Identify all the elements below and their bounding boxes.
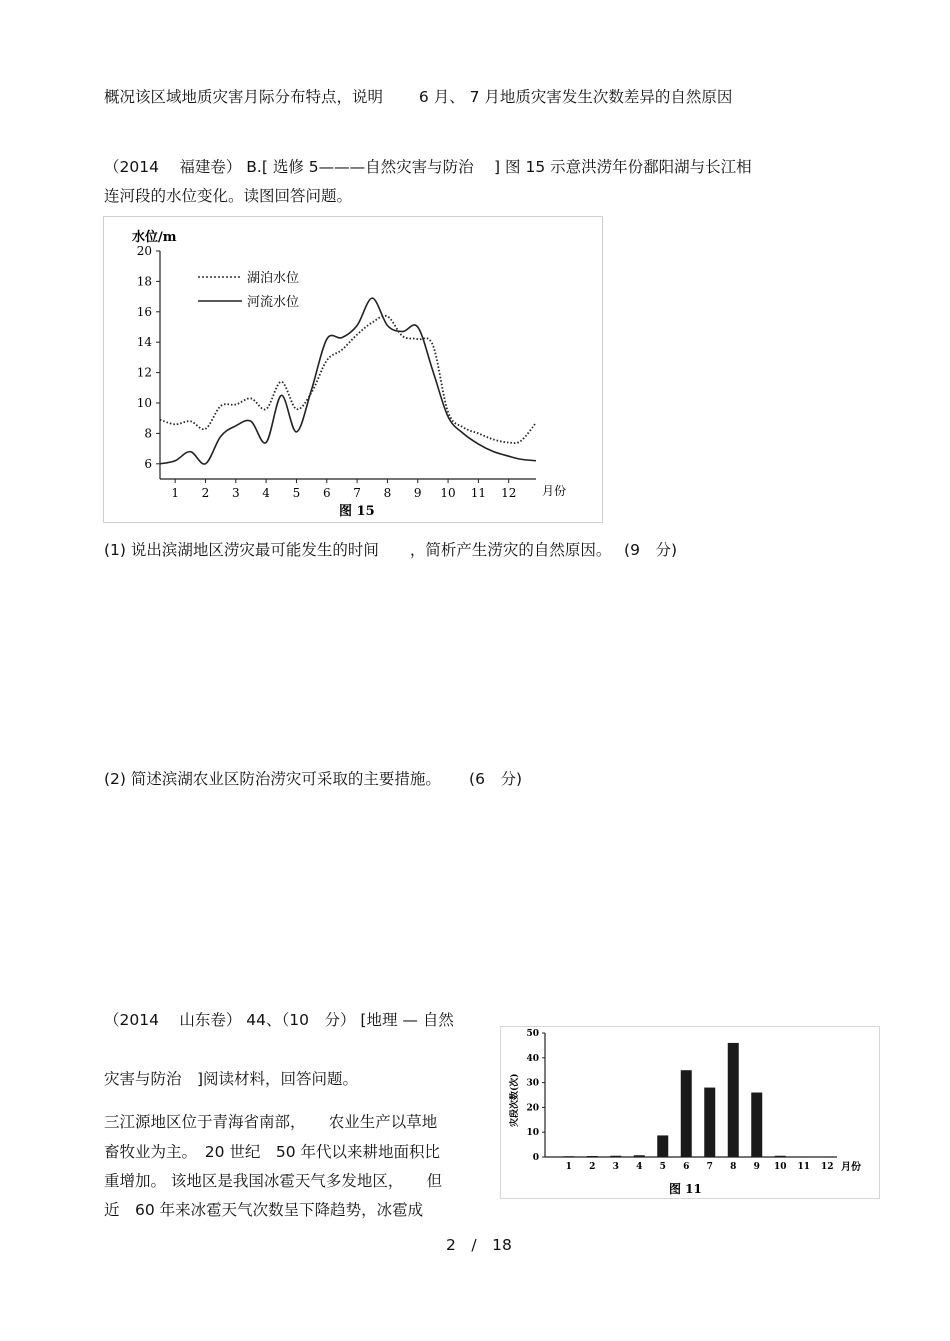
x-tick-label: 1 — [171, 486, 179, 500]
shandong-body-line2: 畜牧业为主。 20 世纪 50 年代以来耕地面积比 — [104, 1143, 441, 1161]
bar-x-tick-label: 10 — [773, 1162, 787, 1172]
x-tick-label: 10 — [440, 486, 456, 500]
shandong-header-line2: 灾害与防治 ]阅读材料，回答问题。 — [104, 1070, 359, 1088]
shandong-body-line4: 近 60 年来冰雹天气次数呈下降趋势，冰雹成 — [104, 1201, 424, 1219]
figure-15-title: 图 15 — [339, 504, 375, 519]
y-tick-label: 8 — [144, 426, 152, 441]
bar-x-tick-label: 8 — [730, 1162, 737, 1172]
fujian-header-line1: （2014 福建卷） B.[ 选修 5———自然灾害与防治 ] 图 15 示意洪涝年份鄱阳湖与长江相 — [104, 158, 752, 176]
bar-y-tick-label: 50 — [526, 1029, 539, 1039]
question-1-text: (1) 说出滨湖地区涝灾最可能发生的时间 ，简析产生涝灾的自然原因。 (9 分) — [104, 541, 678, 559]
bar-y-tick-label: 30 — [526, 1078, 539, 1089]
bar-x-tick-label: 2 — [589, 1162, 596, 1172]
shandong-body-line1: 三江源地区位于青海省南部， 农业生产以草地 — [104, 1113, 438, 1131]
x-tick-label: 4 — [262, 486, 270, 500]
y-tick-label: 6 — [144, 456, 152, 471]
bar-month-1 — [563, 1156, 574, 1157]
bar-month-10 — [775, 1156, 786, 1157]
bar-month-7 — [704, 1088, 715, 1157]
bar-y-tick-label: 0 — [532, 1153, 539, 1163]
x-tick-label: 5 — [292, 486, 301, 500]
bar-y-tick-label: 20 — [526, 1103, 539, 1114]
shandong-header-line1: （2014 山东卷） 44、（10 分） [地理 — 自然 — [104, 1011, 454, 1029]
x-tick-label: 2 — [201, 486, 210, 500]
bar-x-tick-label: 1 — [565, 1162, 572, 1172]
x-tick-label: 7 — [353, 486, 361, 500]
bar-x-tick-label: 12 — [820, 1162, 834, 1172]
x-tick-label: 6 — [322, 486, 331, 500]
y-tick-label: 14 — [136, 335, 152, 350]
question-2-text: (2) 简述滨湖农业区防治涝灾可采取的主要措施。 (6 分) — [104, 770, 523, 788]
x-tick-label: 8 — [383, 486, 392, 500]
bar-x-tick-label: 5 — [659, 1162, 666, 1172]
question-intro-text: 概况该区域地质灾害月际分布特点，说明 6 月、 7 月地质灾害发生次数差异的自然原因 — [104, 88, 733, 106]
shandong-body-line3: 重增加。 该地区是我国冰雹天气多发地区， 但 — [104, 1172, 443, 1190]
legend-river-label: 河流水位 — [247, 295, 300, 310]
figure-11-hail-bar-chart — [500, 1026, 880, 1199]
page-number: 2 / 18 — [446, 1236, 512, 1254]
bar-x-tick-label: 9 — [753, 1162, 760, 1172]
bar-month-4 — [634, 1155, 645, 1157]
y-tick-label: 10 — [136, 396, 152, 410]
y-tick-label: 18 — [136, 274, 152, 289]
figure-15-svg — [104, 217, 602, 522]
x-tick-label: 11 — [470, 486, 487, 500]
y-tick-label: 16 — [136, 304, 152, 319]
figure-15-xlabel: 月份 — [542, 484, 567, 498]
figure-11-title: 图 11 — [669, 1182, 702, 1196]
bar-x-tick-label: 7 — [706, 1162, 713, 1172]
x-tick-label: 9 — [413, 486, 422, 500]
bar-x-tick-label: 3 — [612, 1162, 619, 1172]
bar-month-9 — [751, 1093, 762, 1157]
legend-lake-label: 湖泊水位 — [247, 271, 300, 286]
bar-month-8 — [728, 1043, 739, 1157]
bar-month-6 — [681, 1070, 692, 1157]
x-tick-label: 12 — [501, 486, 517, 500]
y-tick-label: 12 — [136, 365, 152, 380]
figure-11-ylabel: 灾段次数(次) — [510, 1073, 520, 1127]
bar-month-2 — [587, 1156, 598, 1157]
bar-x-tick-label: 11 — [797, 1162, 811, 1172]
bar-x-tick-label: 4 — [636, 1162, 643, 1172]
river-level-line — [160, 298, 536, 464]
bar-y-tick-label: 40 — [526, 1053, 539, 1064]
figure-15-ylabel: 水位/m — [132, 230, 177, 245]
bar-y-tick-label: 10 — [526, 1128, 539, 1139]
figure-11-xlabel: 月份 — [841, 1162, 861, 1173]
bar-month-5 — [657, 1135, 668, 1157]
bar-month-3 — [610, 1156, 621, 1157]
y-tick-label: 20 — [136, 244, 152, 258]
figure-15-water-level-chart — [103, 216, 603, 523]
fujian-header-line2: 连河段的水位变化。读图回答问题。 — [104, 187, 353, 205]
bar-x-tick-label: 6 — [683, 1162, 690, 1172]
x-tick-label: 3 — [231, 486, 240, 500]
figure-11-svg — [501, 1027, 879, 1198]
figure-15-legend — [198, 270, 299, 310]
